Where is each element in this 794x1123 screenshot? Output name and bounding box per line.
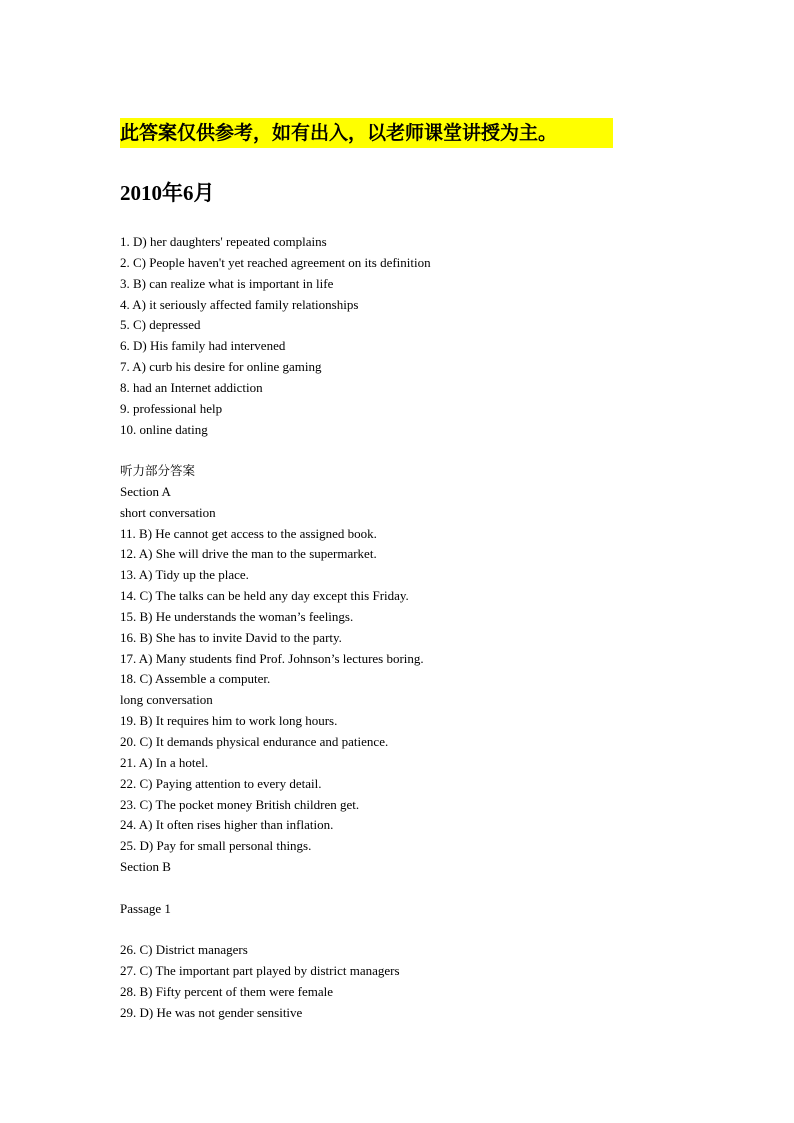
section-a-label: Section A — [120, 483, 171, 499]
passage-1-answer-list — [120, 940, 424, 1023]
answer-line: 14. C) The talks can be held any day except this Friday. — [120, 588, 409, 604]
answer-line: 19. B) It requires him to work long hours. — [120, 713, 338, 729]
answer-line: 29. D) He was not gender sensitive — [120, 1004, 303, 1020]
listening-title: 听力部分答案 — [120, 463, 196, 478]
disclaimer-notice — [120, 118, 613, 148]
answer-line: 27. C) The important part played by district managers — [120, 963, 400, 979]
answer-line: 22. C) Paying attention to every detail. — [120, 775, 322, 791]
answer-line: 5. C) depressed — [120, 317, 201, 333]
answer-line: 11. B) He cannot get access to the assigned book. — [120, 525, 377, 541]
answer-line: 7. A) curb his desire for online gaming — [120, 359, 322, 375]
answer-line: 20. C) It demands physical endurance and patience. — [120, 733, 389, 749]
answer-line: 16. B) She has to invite David to the party. — [120, 629, 342, 645]
answer-line: 28. B) Fifty percent of them were female — [120, 984, 333, 1000]
disclaimer-text: 此答案仅供参考，如有出入，以老师课堂讲授为主。 — [120, 122, 558, 144]
listening-section — [120, 461, 424, 1024]
answer-line: 3. B) can realize what is important in life — [120, 275, 334, 291]
answer-line: 15. B) He understands the woman’s feelings. — [120, 608, 354, 624]
answer-line: 23. C) The pocket money British children get. — [120, 796, 360, 812]
answer-line: 21. A) In a hotel. — [120, 754, 209, 770]
answer-line: 6. D) His family had intervened — [120, 338, 286, 354]
answer-line: 1. D) her daughters' repeated complains — [120, 234, 327, 249]
answer-line: 8. had an Internet addiction — [120, 379, 263, 395]
answer-line: 10. online dating — [120, 421, 208, 437]
answer-line: 13. A) Tidy up the place. — [120, 567, 249, 583]
answer-line: 12. A) She will drive the man to the supermarket. — [120, 546, 377, 562]
long-conversation-answer-list — [120, 711, 424, 857]
answer-line: 9. professional help — [120, 400, 223, 416]
short-conversation-answer-list — [120, 524, 424, 691]
answer-line: 24. A) It often rises higher than inflation. — [120, 817, 334, 833]
answer-line: 17. A) Many students find Prof. Johnson’s lectures boring. — [120, 650, 424, 666]
reading-answer-list — [120, 232, 431, 440]
blank-spacer — [120, 920, 424, 941]
long-conversation-label: long conversation — [120, 692, 213, 708]
date-heading: 2010年6月 — [120, 181, 215, 205]
answer-line: 2. C) People haven't yet reached agreement on its definition — [120, 254, 431, 270]
passage-1-label: Passage 1 — [120, 900, 171, 916]
answer-line: 18. C) Assemble a computer. — [120, 671, 271, 687]
answer-line: 4. A) it seriously affected family relationships — [120, 296, 359, 312]
blank-spacer — [120, 878, 424, 899]
short-conversation-label: short conversation — [120, 504, 216, 520]
section-b-label: Section B — [120, 859, 171, 875]
answer-line: 25. D) Pay for small personal things. — [120, 838, 312, 854]
answer-line: 26. C) District managers — [120, 942, 248, 958]
